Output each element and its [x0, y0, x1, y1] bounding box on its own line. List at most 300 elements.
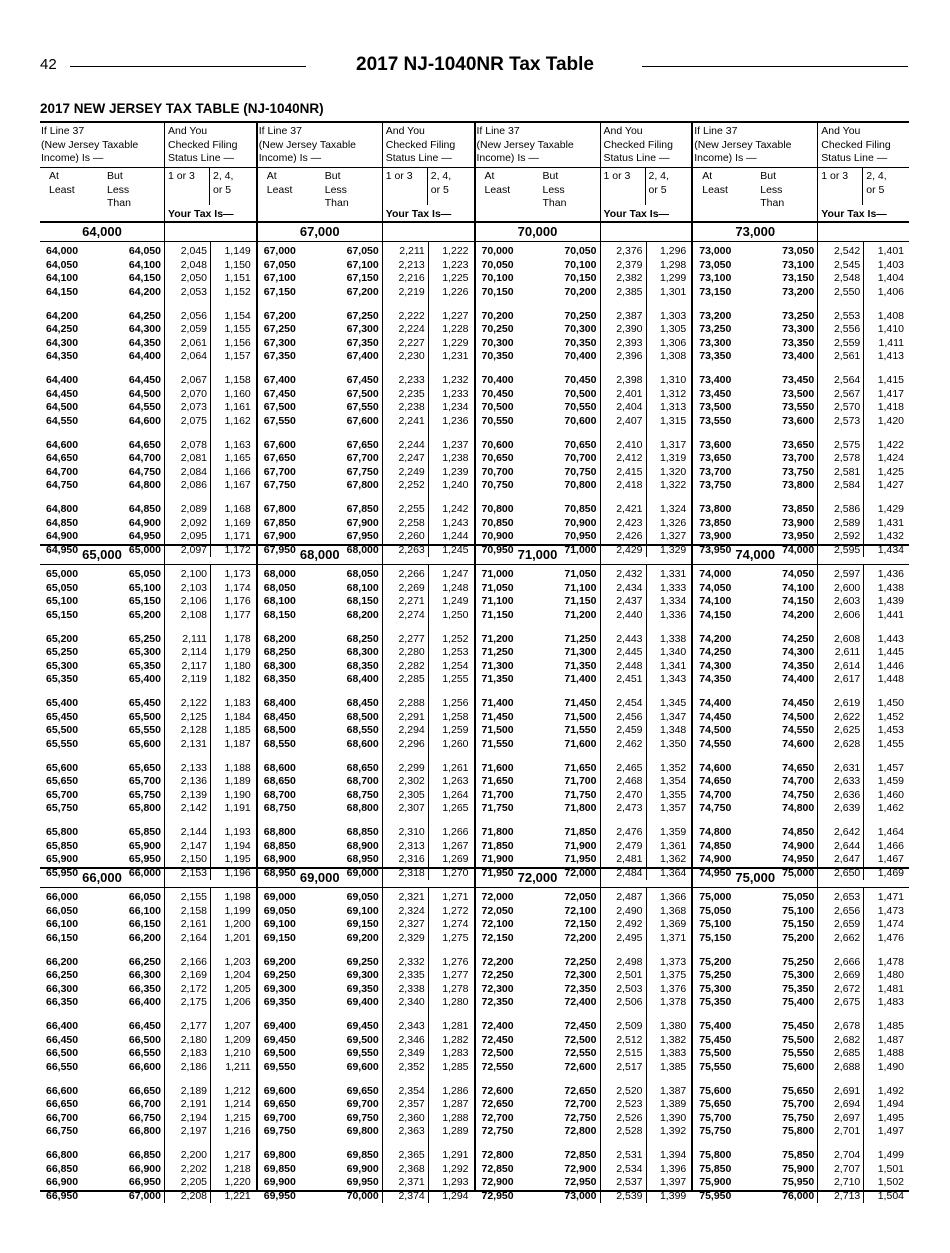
at-least-cell: 66,450 — [46, 1033, 79, 1046]
tax-status-2-4-5-cell: 1,326 — [659, 516, 687, 529]
row-gap — [383, 687, 428, 698]
tax-status-1-3-cell: 2,492 — [616, 918, 643, 930]
tax-status-2-4-5-cell: 1,462 — [877, 802, 904, 814]
but-less-than-cell: 74,950 — [782, 853, 815, 865]
at-least-cell: 73,600 — [699, 438, 732, 451]
tax-status-2-4-5-cell: 1,347 — [659, 710, 687, 723]
at-least-cell: 68,800 — [263, 826, 296, 838]
row-gap — [258, 1010, 322, 1021]
tax-status-1-3-cell: 2,548 — [833, 272, 861, 284]
at-least-cell: 67,100 — [263, 272, 296, 284]
tax-status-1-3-cell: 2,503 — [616, 982, 643, 995]
but-less-than-column — [757, 565, 817, 880]
row-gap — [383, 1074, 428, 1085]
tax-status-2-4-5-cell: 1,327 — [659, 530, 687, 542]
tax-status-2-4-5-cell: 1,226 — [442, 285, 469, 298]
row-gap — [693, 751, 757, 762]
tax-status-2-4-5-cell: 1,501 — [877, 1162, 904, 1175]
tax-status-1-3-cell: 2,606 — [833, 608, 861, 621]
tax-status-2-4-5-cell: 1,253 — [442, 646, 469, 658]
but-less-than-cell: 66,800 — [128, 1125, 161, 1137]
but-less-than-cell: 65,550 — [128, 724, 161, 736]
tax-status-1-3-cell: 2,578 — [833, 452, 861, 464]
but-less-than-cell: 73,850 — [782, 503, 815, 515]
filing-header-line: Status Line — — [385, 152, 452, 164]
at-least-cell: 65,600 — [46, 761, 79, 774]
tax-status-2-4-5-cell: 1,200 — [224, 918, 251, 930]
at-least-cell: 64,850 — [46, 516, 79, 529]
at-least-cell: 67,250 — [263, 323, 296, 335]
tax-status-1-3-cell: 2,274 — [398, 608, 425, 621]
tax-status-1-3-cell: 2,081 — [180, 452, 207, 464]
tax-status-1-3-cell: 2,567 — [833, 387, 861, 400]
tax-status-2-4-5-cell: 1,308 — [659, 350, 687, 362]
at-least-cell: 73,750 — [699, 479, 732, 491]
tax-status-1-3-cell: 2,235 — [398, 387, 425, 400]
at-least-cell: 64,150 — [46, 285, 79, 298]
thousand-group — [40, 223, 256, 556]
tax-status-2-4-5-column — [210, 242, 256, 557]
tax-status-2-4-5-cell: 1,264 — [442, 788, 469, 801]
tax-status-2-4-5-cell: 1,169 — [224, 516, 251, 529]
at-least-line: Least — [49, 183, 75, 196]
but-less-than-cell: 64,150 — [128, 272, 161, 284]
row-gap — [40, 945, 104, 956]
tax-status-1-3-cell: 2,545 — [833, 258, 861, 271]
but-less-than-cell: 72,900 — [564, 1162, 597, 1175]
tax-status-1-3-cell: 2,194 — [180, 1111, 207, 1124]
but-less-than-cell: 66,700 — [128, 1098, 161, 1110]
tax-status-2-4-5-cell: 1,243 — [442, 516, 469, 529]
at-least-cell: 71,750 — [481, 802, 514, 814]
status-2-4-5-label — [431, 170, 451, 197]
row-gap — [322, 945, 382, 956]
at-least-cell: 74,500 — [699, 724, 732, 736]
tax-status-1-3-cell: 2,495 — [616, 931, 643, 944]
but-less-than-cell: 72,350 — [564, 982, 597, 995]
tax-status-2-4-5-cell: 1,469 — [877, 866, 904, 879]
tax-status-2-4-5-cell: 1,401 — [877, 245, 904, 257]
but-less-than-cell: 68,300 — [346, 646, 379, 658]
tax-status-1-3-cell: 2,581 — [833, 465, 861, 478]
at-least-cell: 67,900 — [263, 530, 296, 542]
but-less-than-cell: 72,850 — [564, 1149, 597, 1161]
row-gap — [40, 1139, 104, 1150]
at-least-cell: 72,850 — [481, 1162, 514, 1175]
tax-status-2-4-5-cell: 1,183 — [224, 697, 251, 709]
tax-status-2-4-5-cell: 1,227 — [442, 309, 469, 322]
tax-status-1-3-column — [164, 888, 210, 1203]
tax-status-2-4-5-cell: 1,274 — [442, 918, 469, 930]
but-less-than-cell: 66,750 — [128, 1111, 161, 1124]
tax-status-1-3-cell: 2,440 — [616, 608, 643, 621]
tax-status-2-4-5-cell: 1,281 — [442, 1020, 469, 1032]
at-least-cell: 74,800 — [699, 826, 732, 838]
tax-status-1-3-cell: 2,688 — [833, 1060, 861, 1073]
thousand-group-header — [40, 223, 256, 242]
tax-status-1-3-cell: 2,059 — [180, 323, 207, 335]
row-gap — [540, 1074, 600, 1085]
tax-status-1-3-cell: 2,316 — [398, 853, 425, 865]
tax-status-2-4-5-cell: 1,231 — [442, 350, 469, 362]
tax-status-1-3-cell: 2,437 — [616, 595, 643, 607]
at-least-cell: 74,900 — [699, 853, 732, 865]
but-less-than-cell: 70,000 — [346, 1189, 379, 1202]
tax-status-2-4-5-cell: 1,497 — [877, 1125, 904, 1137]
at-least-cell: 67,000 — [263, 245, 296, 257]
tax-status-2-4-5-cell: 1,191 — [224, 802, 251, 814]
row-gap — [476, 945, 540, 956]
your-tax-is-label: Your Tax Is— — [821, 208, 887, 220]
but-less-than-cell: 75,050 — [782, 891, 815, 903]
at-least-cell: 65,650 — [46, 775, 79, 787]
tax-status-2-4-5-cell: 1,450 — [877, 697, 904, 709]
but-less-than-cell: 74,100 — [782, 581, 815, 594]
tax-status-2-4-5-cell: 1,261 — [442, 761, 469, 774]
filing-header-label — [168, 125, 237, 166]
tax-status-1-3-cell: 2,531 — [616, 1149, 643, 1161]
tax-status-2-4-5-cell: 1,420 — [877, 414, 904, 427]
at-least-cell: 75,800 — [699, 1149, 732, 1161]
but-less-than-cell: 73,000 — [564, 1189, 597, 1202]
at-least-cell: 68,150 — [263, 608, 296, 621]
tax-status-1-3-cell: 2,426 — [616, 530, 643, 542]
filing-subheader — [383, 167, 474, 221]
but-less-than-column — [322, 888, 382, 1203]
tax-status-2-4-5-cell: 1,283 — [442, 1047, 469, 1059]
at-least-cell: 65,150 — [46, 608, 79, 621]
but-less-than-cell: 71,500 — [564, 710, 597, 723]
tax-status-1-3-cell: 2,321 — [398, 891, 425, 903]
tax-status-2-4-5-cell: 1,373 — [659, 955, 687, 968]
at-least-cell: 75,450 — [699, 1033, 732, 1046]
but-less-than-cell: 68,600 — [346, 737, 379, 750]
at-least-cell: 75,500 — [699, 1047, 732, 1059]
at-least-cell: 69,950 — [263, 1189, 296, 1202]
at-least-column — [693, 565, 757, 880]
at-least-cell: 72,050 — [481, 904, 514, 917]
but-less-than-cell: 75,700 — [782, 1098, 815, 1110]
but-less-than-cell: 73,250 — [782, 309, 815, 322]
tax-status-1-3-cell: 2,299 — [398, 761, 425, 774]
tax-status-2-4-5-cell: 1,218 — [224, 1162, 251, 1175]
tax-status-1-3-cell: 2,704 — [833, 1149, 861, 1161]
at-least-cell: 66,250 — [46, 969, 79, 981]
tax-status-1-3-cell: 2,476 — [616, 826, 643, 838]
at-least-column — [258, 888, 322, 1203]
title-rule-left — [70, 66, 306, 67]
at-least-cell: 75,250 — [699, 969, 732, 981]
row-gap — [601, 299, 646, 310]
thousand-heading: 71,000 — [517, 547, 558, 562]
income-header-line: (New Jersey Taxable — [258, 138, 357, 151]
tax-status-2-4-5-cell: 1,245 — [442, 543, 469, 556]
row-gap — [864, 1074, 909, 1085]
income-header-line: (New Jersey Taxable — [694, 138, 792, 151]
status-1-3-header — [601, 168, 646, 205]
but-less-than-cell: 69,700 — [346, 1098, 379, 1110]
at-least-cell: 73,000 — [699, 245, 732, 257]
at-least-cell: 64,350 — [46, 350, 79, 362]
at-least-cell: 70,250 — [481, 323, 514, 335]
row-gap — [211, 1010, 256, 1021]
at-least-cell: 64,200 — [46, 309, 79, 322]
but-less-than-cell: 65,950 — [128, 853, 161, 865]
tax-status-1-3-cell: 2,418 — [616, 479, 643, 491]
row-gap — [383, 493, 428, 504]
tax-status-2-4-5-cell: 1,248 — [442, 581, 469, 594]
row-gap — [540, 816, 600, 827]
tax-status-2-4-5-column — [646, 242, 692, 557]
but-less-than-cell: 66,150 — [128, 918, 161, 930]
tax-status-2-4-5-cell: 1,445 — [877, 646, 904, 658]
tax-status-2-4-5-cell: 1,418 — [877, 401, 904, 413]
tax-status-2-4-5-cell: 1,215 — [224, 1111, 251, 1124]
at-least-cell: 67,400 — [263, 374, 296, 386]
at-least-cell: 69,200 — [263, 955, 296, 968]
at-least-cell: 70,550 — [481, 414, 514, 427]
but-less-than-cell: 67,750 — [346, 465, 379, 478]
row-gap — [693, 622, 757, 633]
tax-status-2-4-5-cell: 1,291 — [442, 1149, 469, 1161]
at-least-cell: 72,000 — [481, 891, 514, 903]
but-less-than-cell: 74,900 — [782, 839, 815, 852]
tax-status-1-3-cell: 2,520 — [616, 1084, 643, 1097]
tax-status-2-4-5-cell: 1,431 — [877, 516, 904, 529]
tax-status-1-3-cell: 2,291 — [398, 710, 425, 723]
but-less-than-cell: 72,500 — [564, 1033, 597, 1046]
at-least-cell: 73,100 — [699, 272, 732, 284]
row-gap — [818, 687, 863, 698]
at-least-line: Least — [484, 183, 511, 196]
but-less-than-cell: 72,600 — [564, 1060, 597, 1073]
but-less-than-cell: 74,550 — [782, 724, 815, 736]
at-least-cell: 68,700 — [263, 788, 296, 801]
at-least-cell: 66,050 — [46, 904, 79, 917]
at-least-cell: 71,300 — [481, 659, 514, 672]
but-less-than-cell: 73,800 — [782, 479, 815, 491]
at-least-cell: 70,000 — [481, 245, 514, 257]
at-least-cell: 66,950 — [46, 1189, 79, 1202]
row-gap — [693, 1074, 757, 1085]
tax-status-1-3-cell: 2,117 — [181, 659, 207, 672]
but-less-than-cell: 74,650 — [782, 761, 815, 774]
but-less-than-cell: 75,250 — [782, 955, 815, 968]
tax-status-2-4-5-cell: 1,380 — [659, 1020, 687, 1032]
row-gap — [104, 1139, 164, 1150]
page-number: 42 — [40, 56, 57, 73]
at-least-cell: 66,400 — [46, 1020, 79, 1032]
row-gap — [601, 493, 646, 504]
but-less-than-cell: 73,550 — [782, 401, 815, 413]
at-least-column — [40, 565, 104, 880]
tax-status-1-3-cell: 2,241 — [398, 414, 425, 427]
but-less-than-cell: 65,700 — [128, 775, 161, 787]
tax-status-1-3-cell: 2,396 — [616, 350, 643, 362]
income-header — [476, 123, 601, 221]
status-2-4-5-line: or 5 — [866, 183, 885, 196]
but-less-than-cell: 74,750 — [782, 788, 815, 801]
tax-status-2-4-5-cell: 1,232 — [442, 374, 469, 386]
at-least-cell: 71,150 — [481, 608, 514, 621]
at-least-cell: 67,750 — [263, 479, 296, 491]
at-least-cell: 66,200 — [46, 955, 79, 968]
at-least-cell: 65,900 — [46, 853, 79, 865]
tax-status-1-3-cell: 2,302 — [398, 775, 425, 787]
row-gap — [104, 1010, 164, 1021]
table-title: 2017 NEW JERSEY TAX TABLE (NJ-1040NR) — [40, 101, 324, 116]
tax-status-1-3-cell: 2,313 — [398, 839, 425, 852]
row-gap — [647, 687, 692, 698]
row-gap — [40, 364, 104, 375]
tax-status-1-3-column — [600, 242, 646, 557]
tax-status-2-4-5-column — [646, 565, 692, 880]
tax-status-1-3-cell: 2,666 — [833, 955, 861, 968]
tax-status-2-4-5-cell: 1,162 — [224, 414, 251, 427]
but-less-than-column — [322, 565, 382, 880]
tax-status-2-4-5-cell: 1,271 — [442, 891, 469, 903]
tax-status-2-4-5-cell: 1,160 — [224, 387, 251, 400]
tax-status-2-4-5-cell: 1,259 — [442, 724, 469, 736]
tax-status-2-4-5-cell: 1,312 — [659, 387, 687, 400]
at-least-cell: 71,200 — [481, 632, 514, 645]
but-less-than-cell: 65,300 — [128, 646, 161, 658]
tax-status-2-4-5-cell: 1,366 — [659, 891, 687, 903]
row-gap — [104, 364, 164, 375]
but-less-than-column — [540, 565, 600, 880]
tax-status-2-4-5-cell: 1,256 — [442, 697, 469, 709]
row-gap — [476, 751, 540, 762]
but-less-than-cell: 74,400 — [782, 673, 815, 685]
row-gap — [601, 364, 646, 375]
tax-status-2-4-5-cell: 1,156 — [224, 336, 251, 349]
at-least-cell: 64,900 — [46, 530, 79, 542]
at-least-cell: 73,400 — [699, 374, 732, 386]
tax-status-2-4-5-cell: 1,275 — [442, 931, 469, 944]
row-gap — [40, 816, 104, 827]
tax-status-1-3-cell: 2,346 — [398, 1033, 425, 1046]
row-gap — [429, 364, 474, 375]
row-gap — [693, 493, 757, 504]
thousand-group-header — [476, 223, 692, 242]
but-less-line: Than — [324, 197, 349, 209]
at-least-cell: 71,000 — [481, 568, 514, 580]
thousand-group — [256, 223, 474, 556]
row-gap — [383, 428, 428, 439]
at-least-cell: 71,100 — [481, 595, 514, 607]
tax-status-2-4-5-cell: 1,282 — [442, 1033, 469, 1046]
thousand-group — [474, 866, 692, 1202]
row-gap — [476, 493, 540, 504]
tax-status-1-3-cell: 2,713 — [833, 1189, 861, 1202]
but-less-than-cell: 71,200 — [564, 608, 597, 621]
row-gap — [693, 1010, 757, 1021]
but-less-than-cell: 74,700 — [782, 775, 815, 787]
tax-status-1-3-cell: 2,456 — [616, 710, 643, 723]
at-least-cell: 72,100 — [481, 918, 514, 930]
at-least-cell: 66,750 — [46, 1125, 79, 1137]
at-least-cell: 66,300 — [46, 982, 79, 995]
at-least-cell: 72,250 — [481, 969, 514, 981]
tax-status-2-4-5-cell: 1,481 — [877, 982, 904, 995]
tax-status-2-4-5-cell: 1,413 — [877, 350, 904, 362]
at-least-cell: 72,350 — [481, 996, 514, 1008]
at-least-cell: 69,050 — [263, 904, 296, 917]
tax-status-1-3-cell: 2,542 — [833, 245, 861, 257]
at-least-cell: 67,050 — [263, 258, 296, 271]
tax-status-2-4-5-cell: 1,480 — [877, 969, 904, 981]
tax-status-2-4-5-cell: 1,343 — [659, 673, 687, 685]
tax-status-1-3-cell: 2,338 — [398, 982, 425, 995]
row-gap — [383, 1139, 428, 1150]
row-gap — [757, 493, 817, 504]
tax-status-2-4-5-cell: 1,150 — [224, 258, 251, 271]
but-less-than-cell: 67,500 — [346, 387, 379, 400]
tax-status-1-3-cell: 2,603 — [833, 595, 861, 607]
at-least-cell: 70,600 — [481, 438, 514, 451]
at-least-cell: 69,750 — [263, 1125, 296, 1137]
tax-status-1-3-cell: 2,611 — [834, 646, 861, 658]
row-gap — [322, 364, 382, 375]
filing-header-line: And You — [168, 125, 208, 137]
tax-status-1-3-cell: 2,106 — [180, 595, 207, 607]
tax-status-2-4-5-cell: 1,285 — [442, 1060, 469, 1073]
tax-status-2-4-5-cell: 1,334 — [659, 595, 687, 607]
row-gap — [40, 299, 104, 310]
tax-status-2-4-5-cell: 1,229 — [442, 336, 469, 349]
tax-status-1-3-column — [817, 242, 863, 557]
tax-status-1-3-cell: 2,398 — [616, 374, 643, 386]
tax-status-2-4-5-cell: 1,315 — [659, 414, 687, 427]
tax-status-1-3-cell: 2,429 — [616, 543, 643, 556]
row-gap — [693, 364, 757, 375]
at-least-cell: 69,500 — [263, 1047, 296, 1059]
at-least-cell: 67,850 — [263, 516, 296, 529]
tax-status-1-3-cell: 2,084 — [180, 465, 207, 478]
tax-status-2-4-5-cell: 1,220 — [224, 1176, 251, 1188]
header-group — [256, 123, 474, 221]
row-gap — [757, 1139, 817, 1150]
filing-header-line: And You — [821, 125, 861, 137]
tax-status-2-4-5-cell: 1,483 — [877, 996, 904, 1008]
at-least-cell: 72,950 — [481, 1189, 514, 1202]
income-subheader — [40, 167, 164, 221]
at-least-cell: 70,900 — [481, 530, 514, 542]
tax-status-1-3-cell: 2,089 — [180, 503, 207, 515]
row-gap — [258, 1139, 322, 1150]
tax-status-2-4-5-cell: 1,158 — [224, 374, 251, 386]
row-gap — [601, 751, 646, 762]
your-tax-is-label: Your Tax Is— — [168, 208, 234, 220]
tax-status-2-4-5-cell: 1,272 — [442, 904, 469, 917]
row-gap — [104, 299, 164, 310]
at-least-cell: 69,100 — [263, 918, 296, 930]
tax-status-2-4-5-cell: 1,434 — [877, 543, 904, 556]
tax-status-1-3-cell: 2,360 — [398, 1111, 425, 1124]
tax-status-2-4-5-cell: 1,180 — [224, 659, 251, 672]
row-gap — [757, 299, 817, 310]
row-gap — [165, 1139, 210, 1150]
at-least-cell: 70,350 — [481, 350, 514, 362]
but-less-than-cell: 73,900 — [782, 516, 815, 529]
at-least-column — [476, 242, 540, 557]
tax-status-2-4-5-cell: 1,338 — [659, 632, 687, 645]
at-least-cell: 75,150 — [699, 931, 732, 944]
tax-status-1-3-cell: 2,158 — [180, 904, 207, 917]
tax-status-1-3-cell: 2,056 — [180, 309, 207, 322]
thousand-group — [691, 543, 909, 879]
row-gap — [757, 1074, 817, 1085]
